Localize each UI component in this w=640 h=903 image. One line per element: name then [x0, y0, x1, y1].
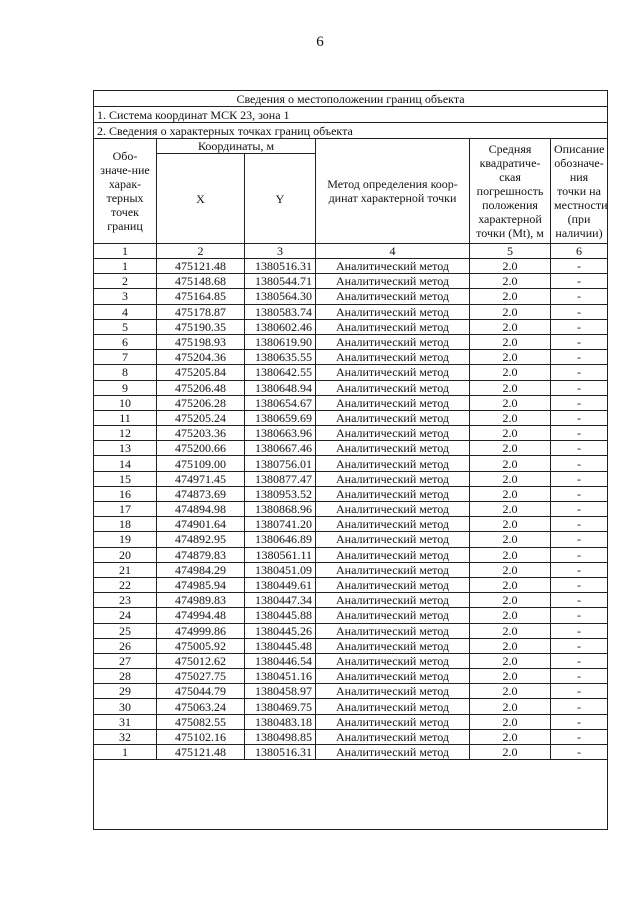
x-coordinate-cell: 475205.84 — [157, 365, 245, 380]
header-y: Y — [245, 154, 316, 244]
point-number-cell: 1 — [94, 745, 157, 760]
mt-error-cell: 2.0 — [470, 669, 551, 684]
method-cell: Аналитический метод — [316, 259, 470, 274]
point-number-cell: 1 — [94, 259, 157, 274]
method-cell: Аналитический метод — [316, 289, 470, 304]
x-coordinate-cell: 475205.24 — [157, 410, 245, 425]
description-cell: - — [551, 714, 608, 729]
empty-footer-cell — [94, 760, 608, 830]
table-row — [94, 274, 608, 289]
points-section-label: 2. Сведения о характерных точках границ объекта — [94, 123, 608, 139]
table-row — [94, 699, 608, 714]
method-cell: Аналитический метод — [316, 562, 470, 577]
column-number-4: 4 — [316, 244, 470, 259]
y-coordinate-cell: 1380654.67 — [245, 395, 316, 410]
column-number-3: 3 — [245, 244, 316, 259]
point-number-cell: 2 — [94, 274, 157, 289]
point-number-cell: 14 — [94, 456, 157, 471]
method-cell: Аналитический метод — [316, 304, 470, 319]
method-cell: Аналитический метод — [316, 699, 470, 714]
point-number-cell: 25 — [94, 623, 157, 638]
mt-error-cell: 2.0 — [470, 441, 551, 456]
header-error: Средняя квадратиче-ская погрешность положения характерной точки (Mt), м — [470, 139, 551, 244]
x-coordinate-cell: 475178.87 — [157, 304, 245, 319]
point-number-cell: 4 — [94, 304, 157, 319]
x-coordinate-cell: 475198.93 — [157, 334, 245, 349]
y-coordinate-cell: 1380451.09 — [245, 562, 316, 577]
point-number-cell: 23 — [94, 593, 157, 608]
description-cell: - — [551, 426, 608, 441]
method-cell: Аналитический метод — [316, 274, 470, 289]
description-cell: - — [551, 623, 608, 638]
method-cell: Аналитический метод — [316, 532, 470, 547]
point-number-cell: 8 — [94, 365, 157, 380]
y-coordinate-cell: 1380877.47 — [245, 471, 316, 486]
method-cell: Аналитический метод — [316, 441, 470, 456]
mt-error-cell: 2.0 — [470, 426, 551, 441]
y-coordinate-cell: 1380447.34 — [245, 593, 316, 608]
x-coordinate-cell: 474879.83 — [157, 547, 245, 562]
x-coordinate-cell: 475121.48 — [157, 259, 245, 274]
x-coordinate-cell: 475102.16 — [157, 729, 245, 744]
description-cell: - — [551, 669, 608, 684]
mt-error-cell: 2.0 — [470, 745, 551, 760]
table-row — [94, 608, 608, 623]
table-row — [94, 365, 608, 380]
table-row — [94, 638, 608, 653]
mt-error-cell: 2.0 — [470, 274, 551, 289]
description-cell: - — [551, 304, 608, 319]
coordinate-system-label: 1. Система координат МСК 23, зона 1 — [94, 107, 608, 123]
y-coordinate-cell: 1380458.97 — [245, 684, 316, 699]
description-cell: - — [551, 395, 608, 410]
y-coordinate-cell: 1380635.55 — [245, 350, 316, 365]
x-coordinate-cell: 475121.48 — [157, 745, 245, 760]
description-cell: - — [551, 593, 608, 608]
y-coordinate-cell: 1380741.20 — [245, 517, 316, 532]
mt-error-cell: 2.0 — [470, 547, 551, 562]
method-cell: Аналитический метод — [316, 623, 470, 638]
point-number-cell: 24 — [94, 608, 157, 623]
x-coordinate-cell: 475027.75 — [157, 669, 245, 684]
description-cell: - — [551, 334, 608, 349]
x-coordinate-cell: 474994.48 — [157, 608, 245, 623]
column-number-1: 1 — [94, 244, 157, 259]
x-coordinate-cell: 475082.55 — [157, 714, 245, 729]
table-row — [94, 395, 608, 410]
method-cell: Аналитический метод — [316, 577, 470, 592]
y-coordinate-cell: 1380642.55 — [245, 365, 316, 380]
mt-error-cell: 2.0 — [470, 289, 551, 304]
point-number-cell: 7 — [94, 350, 157, 365]
description-cell: - — [551, 319, 608, 334]
method-cell: Аналитический метод — [316, 471, 470, 486]
y-coordinate-cell: 1380445.88 — [245, 608, 316, 623]
y-coordinate-cell: 1380659.69 — [245, 410, 316, 425]
method-cell: Аналитический метод — [316, 653, 470, 668]
method-cell: Аналитический метод — [316, 714, 470, 729]
table-row — [94, 486, 608, 501]
point-number-cell: 5 — [94, 319, 157, 334]
header-method: Метод определения коор-динат характерной точки — [316, 139, 470, 244]
method-cell: Аналитический метод — [316, 334, 470, 349]
x-coordinate-cell: 475012.62 — [157, 653, 245, 668]
x-coordinate-cell: 474989.83 — [157, 593, 245, 608]
method-cell: Аналитический метод — [316, 638, 470, 653]
mt-error-cell: 2.0 — [470, 334, 551, 349]
x-coordinate-cell: 475206.28 — [157, 395, 245, 410]
method-cell: Аналитический метод — [316, 547, 470, 562]
x-coordinate-cell: 474999.86 — [157, 623, 245, 638]
description-cell: - — [551, 577, 608, 592]
description-cell: - — [551, 410, 608, 425]
point-number-cell: 16 — [94, 486, 157, 501]
description-cell: - — [551, 441, 608, 456]
point-number-cell: 28 — [94, 669, 157, 684]
description-cell: - — [551, 456, 608, 471]
point-number-cell: 9 — [94, 380, 157, 395]
y-coordinate-cell: 1380445.48 — [245, 638, 316, 653]
mt-error-cell: 2.0 — [470, 653, 551, 668]
point-number-cell: 19 — [94, 532, 157, 547]
mt-error-cell: 2.0 — [470, 638, 551, 653]
column-number-5: 5 — [470, 244, 551, 259]
method-cell: Аналитический метод — [316, 684, 470, 699]
point-number-cell: 30 — [94, 699, 157, 714]
header-description: Описание обозначе-ния точки на местности (при наличии) — [551, 139, 608, 244]
mt-error-cell: 2.0 — [470, 304, 551, 319]
method-cell: Аналитический метод — [316, 380, 470, 395]
description-cell: - — [551, 532, 608, 547]
method-cell: Аналитический метод — [316, 456, 470, 471]
mt-error-cell: 2.0 — [470, 577, 551, 592]
description-cell: - — [551, 274, 608, 289]
table-row — [94, 593, 608, 608]
description-cell: - — [551, 259, 608, 274]
table-row — [94, 562, 608, 577]
method-cell: Аналитический метод — [316, 319, 470, 334]
y-coordinate-cell: 1380868.96 — [245, 502, 316, 517]
point-number-cell: 10 — [94, 395, 157, 410]
boundary-points-table — [93, 90, 608, 830]
table-row — [94, 502, 608, 517]
table-row — [94, 577, 608, 592]
method-cell: Аналитический метод — [316, 410, 470, 425]
description-cell: - — [551, 365, 608, 380]
x-coordinate-cell: 475200.66 — [157, 441, 245, 456]
header-x: X — [157, 154, 245, 244]
table-row — [94, 729, 608, 744]
x-coordinate-cell: 475164.85 — [157, 289, 245, 304]
x-coordinate-cell: 475044.79 — [157, 684, 245, 699]
description-cell: - — [551, 653, 608, 668]
mt-error-cell: 2.0 — [470, 365, 551, 380]
description-cell: - — [551, 729, 608, 744]
table-row — [94, 547, 608, 562]
y-coordinate-cell: 1380446.54 — [245, 653, 316, 668]
description-cell: - — [551, 380, 608, 395]
description-cell: - — [551, 608, 608, 623]
mt-error-cell: 2.0 — [470, 699, 551, 714]
y-coordinate-cell: 1380756.01 — [245, 456, 316, 471]
table-row — [94, 517, 608, 532]
description-cell: - — [551, 486, 608, 501]
mt-error-cell: 2.0 — [470, 532, 551, 547]
mt-error-cell: 2.0 — [470, 259, 551, 274]
table-row — [94, 745, 608, 760]
y-coordinate-cell: 1380648.94 — [245, 380, 316, 395]
y-coordinate-cell: 1380544.71 — [245, 274, 316, 289]
mt-error-cell: 2.0 — [470, 350, 551, 365]
description-cell: - — [551, 745, 608, 760]
table-row — [94, 380, 608, 395]
method-cell: Аналитический метод — [316, 395, 470, 410]
header-coordinates: Координаты, м — [157, 139, 316, 154]
mt-error-cell: 2.0 — [470, 517, 551, 532]
method-cell: Аналитический метод — [316, 517, 470, 532]
y-coordinate-cell: 1380516.31 — [245, 259, 316, 274]
table-row — [94, 304, 608, 319]
x-coordinate-cell: 474892.95 — [157, 532, 245, 547]
point-number-cell: 11 — [94, 410, 157, 425]
description-cell: - — [551, 699, 608, 714]
y-coordinate-cell: 1380561.11 — [245, 547, 316, 562]
point-number-cell: 17 — [94, 502, 157, 517]
point-number-cell: 26 — [94, 638, 157, 653]
description-cell: - — [551, 684, 608, 699]
x-coordinate-cell: 475063.24 — [157, 699, 245, 714]
mt-error-cell: 2.0 — [470, 502, 551, 517]
table-row — [94, 684, 608, 699]
x-coordinate-cell: 474984.29 — [157, 562, 245, 577]
description-cell: - — [551, 517, 608, 532]
method-cell: Аналитический метод — [316, 426, 470, 441]
mt-error-cell: 2.0 — [470, 729, 551, 744]
y-coordinate-cell: 1380602.46 — [245, 319, 316, 334]
y-coordinate-cell: 1380953.52 — [245, 486, 316, 501]
y-coordinate-cell: 1380445.26 — [245, 623, 316, 638]
point-number-cell: 15 — [94, 471, 157, 486]
table-row — [94, 426, 608, 441]
y-coordinate-cell: 1380667.46 — [245, 441, 316, 456]
x-coordinate-cell: 475190.35 — [157, 319, 245, 334]
y-coordinate-cell: 1380564.30 — [245, 289, 316, 304]
table-row — [94, 714, 608, 729]
x-coordinate-cell: 475005.92 — [157, 638, 245, 653]
point-number-cell: 21 — [94, 562, 157, 577]
method-cell: Аналитический метод — [316, 365, 470, 380]
x-coordinate-cell: 474901.64 — [157, 517, 245, 532]
point-number-cell: 32 — [94, 729, 157, 744]
point-number-cell: 13 — [94, 441, 157, 456]
mt-error-cell: 2.0 — [470, 395, 551, 410]
x-coordinate-cell: 475204.36 — [157, 350, 245, 365]
method-cell: Аналитический метод — [316, 502, 470, 517]
mt-error-cell: 2.0 — [470, 410, 551, 425]
y-coordinate-cell: 1380516.31 — [245, 745, 316, 760]
table-row — [94, 653, 608, 668]
column-number-2: 2 — [157, 244, 245, 259]
table-row — [94, 319, 608, 334]
table-row — [94, 259, 608, 274]
y-coordinate-cell: 1380583.74 — [245, 304, 316, 319]
y-coordinate-cell: 1380646.89 — [245, 532, 316, 547]
description-cell: - — [551, 471, 608, 486]
page-number: 6 — [316, 34, 324, 50]
method-cell: Аналитический метод — [316, 350, 470, 365]
point-number-cell: 22 — [94, 577, 157, 592]
header-point-designation: Обо-значе-ние харак-терных точек границ — [94, 139, 157, 244]
method-cell: Аналитический метод — [316, 729, 470, 744]
point-number-cell: 12 — [94, 426, 157, 441]
table-row — [94, 669, 608, 684]
method-cell: Аналитический метод — [316, 593, 470, 608]
mt-error-cell: 2.0 — [470, 593, 551, 608]
method-cell: Аналитический метод — [316, 669, 470, 684]
point-number-cell: 29 — [94, 684, 157, 699]
table-row — [94, 334, 608, 349]
method-cell: Аналитический метод — [316, 486, 470, 501]
description-cell: - — [551, 547, 608, 562]
point-number-cell: 18 — [94, 517, 157, 532]
x-coordinate-cell: 475206.48 — [157, 380, 245, 395]
y-coordinate-cell: 1380483.18 — [245, 714, 316, 729]
table-footer-row — [94, 760, 608, 830]
y-coordinate-cell: 1380619.90 — [245, 334, 316, 349]
x-coordinate-cell: 475203.36 — [157, 426, 245, 441]
table-row — [94, 471, 608, 486]
description-cell: - — [551, 562, 608, 577]
x-coordinate-cell: 474985.94 — [157, 577, 245, 592]
mt-error-cell: 2.0 — [470, 319, 551, 334]
mt-error-cell: 2.0 — [470, 380, 551, 395]
table-row — [94, 532, 608, 547]
point-number-cell: 6 — [94, 334, 157, 349]
y-coordinate-cell: 1380451.16 — [245, 669, 316, 684]
y-coordinate-cell: 1380498.85 — [245, 729, 316, 744]
mt-error-cell: 2.0 — [470, 486, 551, 501]
point-number-cell: 31 — [94, 714, 157, 729]
point-number-cell: 27 — [94, 653, 157, 668]
y-coordinate-cell: 1380663.96 — [245, 426, 316, 441]
point-number-cell: 3 — [94, 289, 157, 304]
table-row — [94, 350, 608, 365]
x-coordinate-cell: 474971.45 — [157, 471, 245, 486]
description-cell: - — [551, 502, 608, 517]
y-coordinate-cell: 1380469.75 — [245, 699, 316, 714]
table-row — [94, 456, 608, 471]
description-cell: - — [551, 350, 608, 365]
method-cell: Аналитический метод — [316, 608, 470, 623]
y-coordinate-cell: 1380449.61 — [245, 577, 316, 592]
method-cell: Аналитический метод — [316, 745, 470, 760]
x-coordinate-cell: 474873.69 — [157, 486, 245, 501]
mt-error-cell: 2.0 — [470, 471, 551, 486]
mt-error-cell: 2.0 — [470, 456, 551, 471]
mt-error-cell: 2.0 — [470, 684, 551, 699]
description-cell: - — [551, 289, 608, 304]
mt-error-cell: 2.0 — [470, 562, 551, 577]
point-number-cell: 20 — [94, 547, 157, 562]
column-number-6: 6 — [551, 244, 608, 259]
table-title: Сведения о местоположении границ объекта — [94, 91, 608, 107]
x-coordinate-cell: 475148.68 — [157, 274, 245, 289]
table-row — [94, 623, 608, 638]
x-coordinate-cell: 475109.00 — [157, 456, 245, 471]
mt-error-cell: 2.0 — [470, 714, 551, 729]
description-cell: - — [551, 638, 608, 653]
mt-error-cell: 2.0 — [470, 623, 551, 638]
table-row — [94, 410, 608, 425]
table-row — [94, 289, 608, 304]
x-coordinate-cell: 474894.98 — [157, 502, 245, 517]
table-row — [94, 441, 608, 456]
mt-error-cell: 2.0 — [470, 608, 551, 623]
